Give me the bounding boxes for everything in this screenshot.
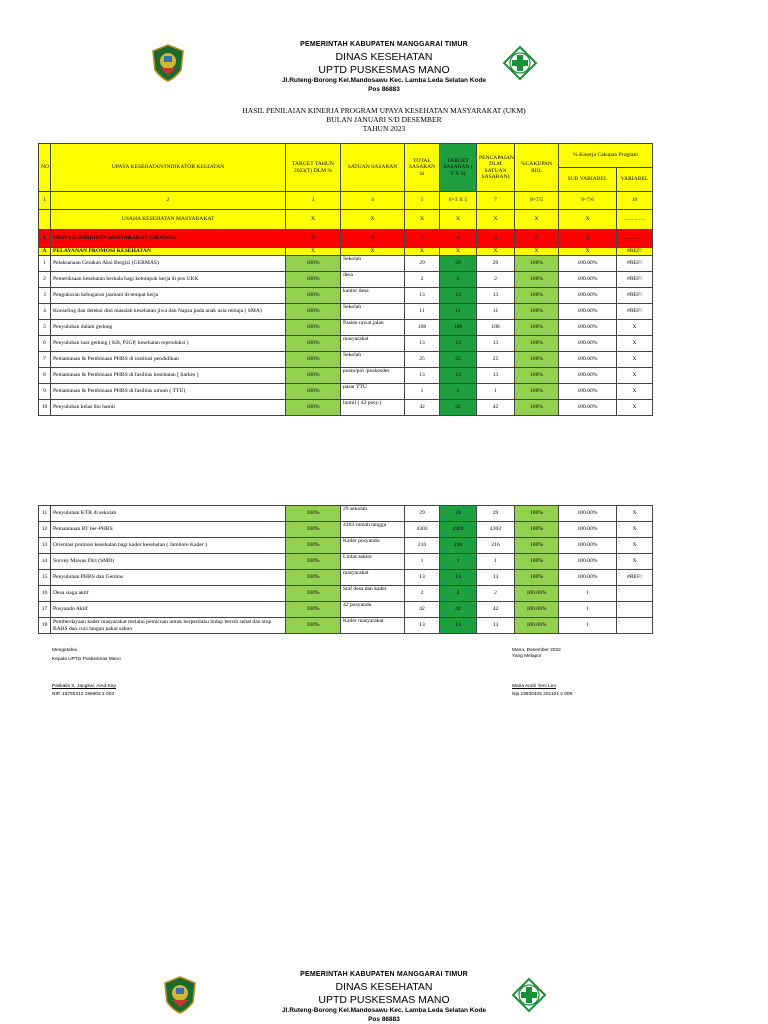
row-total: 2: [405, 272, 440, 288]
row-target: 100%: [286, 538, 341, 554]
row-satuan: Kader masyarakat: [341, 618, 405, 634]
row-pencapaian: 29: [477, 256, 515, 272]
row-pencapaian: 13: [477, 618, 515, 634]
row-indicator: Pengukuran kebugaran jasmani di tempat kerja: [51, 288, 286, 304]
row-indicator: Penyuluhan luar gedung ( KB, P2GP, kesehatan reproduksi ): [51, 336, 286, 352]
report-title-line3: TAHUN 2023: [362, 124, 406, 133]
row-target-sasaran: 25: [440, 352, 477, 368]
row-pencapaian: 42: [477, 400, 515, 416]
row-target: 100%: [286, 256, 341, 272]
report-title-line2: BULAN JANUARI S/D DESEMBER: [326, 115, 442, 124]
row-sub-variabel: 100.00%: [559, 368, 617, 384]
row-cakupan: 100%: [515, 272, 559, 288]
kop-government: PEMERINTAH KABUPATEN MANGGARAI TIMUR: [300, 971, 468, 978]
kop-government: PEMERINTAH KABUPATEN MANGGARAI TIMUR: [300, 41, 468, 48]
row-satuan: kantor desa: [341, 288, 405, 304]
row-cakupan: 100%: [515, 368, 559, 384]
row-indicator: Penyuluhan KTR di sekolah: [51, 506, 286, 522]
num-cell: 2: [51, 192, 286, 210]
row-target-sasaran: 1: [440, 384, 477, 400]
row-target: 100%: [286, 320, 341, 336]
row-no: 2: [39, 272, 51, 288]
table-row: [39, 384, 653, 400]
row-no: 12: [39, 522, 51, 538]
row-total: 1: [405, 554, 440, 570]
row-target: 100%: [286, 586, 341, 602]
signature-left-label: Mengetahui: [52, 648, 78, 653]
table-row: [39, 554, 653, 570]
row-variabel: X: [617, 538, 653, 554]
row-satuan: masyarakat: [341, 570, 405, 586]
signature-left: [52, 648, 252, 697]
row-total: 29: [405, 506, 440, 522]
kop-header-page2: [0, 966, 768, 1024]
row-pencapaian: 25: [477, 352, 515, 368]
row-no: 8: [39, 368, 51, 384]
row-target-sasaran: 29: [440, 506, 477, 522]
row-total: 4303: [405, 522, 440, 538]
row-total: 216: [405, 538, 440, 554]
row-variabel: #REF!: [617, 272, 653, 288]
row-cakupan: 100%: [515, 352, 559, 368]
numbering-row: [39, 192, 653, 210]
row-target: 100%: [286, 506, 341, 522]
signature-left-nip: NIP. 19790412 199903 1 003: [52, 692, 115, 697]
row-sub-variabel: 100.00%: [559, 400, 617, 416]
table-row: [39, 570, 653, 586]
row-cakupan: 100%: [515, 570, 559, 586]
signature-right-name: Maria Andri Yeni Leo: [512, 684, 557, 689]
row-no: 18: [39, 618, 51, 634]
row-no: 10: [39, 400, 51, 416]
row-satuan: pasar TTU: [341, 384, 405, 400]
row-indicator: Pelaksanaan Gerakan Aksi Bergizi (GERMAS): [51, 256, 286, 272]
row-variabel: [617, 602, 653, 618]
row-indicator: Penyuluhan PHBS dan Germas: [51, 570, 286, 586]
section-promosi-label: PELAYANAN PROMOSI KESEHATAN: [51, 248, 286, 256]
row-target-sasaran: 2: [440, 586, 477, 602]
table-row: [39, 522, 653, 538]
row-indicator: Posyandu Aktif: [51, 602, 286, 618]
row-pencapaian: 1: [477, 554, 515, 570]
table-row: [39, 288, 653, 304]
kop-department: DINAS KESEHATAN: [335, 51, 433, 63]
row-pencapaian: 216: [477, 538, 515, 554]
report-title: [0, 106, 768, 133]
row-target-sasaran: 2: [440, 272, 477, 288]
row-target: 100%: [286, 554, 341, 570]
num-cell: 4: [341, 192, 405, 210]
num-cell: 9=7/6: [559, 192, 617, 210]
row-sub-variabel: 1: [559, 618, 617, 634]
row-indicator: Pemeriksaan kesehatan berkala bagi kelompok kerja di pos UKK: [51, 272, 286, 288]
row-pencapaian: 2: [477, 272, 515, 288]
row-target: 100%: [286, 336, 341, 352]
row-cakupan: 100%: [515, 384, 559, 400]
row-variabel: X: [617, 352, 653, 368]
row-target-sasaran: 1: [440, 554, 477, 570]
row-no: 6: [39, 336, 51, 352]
row-variabel: X: [617, 336, 653, 352]
row-target: 100%: [286, 368, 341, 384]
puskesmas-logo-icon: [512, 978, 546, 1012]
signature-right-role: Yang Melapor: [512, 654, 542, 659]
row-cakupan: 100%: [515, 320, 559, 336]
num-cell: 1: [39, 192, 51, 210]
row-indicator: Pemantauan & Pembinaan PHBS di institusi pendidikan: [51, 352, 286, 368]
row-cakupan: 100%: [515, 522, 559, 538]
row-sub-variabel: 100.00%: [559, 256, 617, 272]
ukm-table-page1: [38, 143, 653, 416]
row-cakupan: 100.00%: [515, 618, 559, 634]
row-indicator: Penyuluhan dalam gedung: [51, 320, 286, 336]
row-sub-variabel: 100.00%: [559, 538, 617, 554]
row-pencapaian: 13: [477, 570, 515, 586]
kop-address: Jl.Ruteng-Borong Kel.Mandosawu Kec. Lamba Leda Selatan Kode: [281, 77, 487, 84]
col-header-kinerja: % Kinerja Cakupan Program: [559, 144, 653, 168]
row-total: 42: [405, 602, 440, 618]
row-satuan: masyarakat: [341, 336, 405, 352]
row-cakupan: 100%: [515, 336, 559, 352]
row-total: 13: [405, 336, 440, 352]
row-target-sasaran: 13: [440, 618, 477, 634]
row-sub-variabel: 100.00%: [559, 506, 617, 522]
kop-postcode: Pos 86883: [368, 86, 400, 93]
row-target-sasaran: 216: [440, 538, 477, 554]
row-target-sasaran: 42: [440, 400, 477, 416]
row-target: 100%: [286, 570, 341, 586]
row-indicator: Pemantauan RT ber-PHBS: [51, 522, 286, 538]
row-indicator: Orientasi promosi kesehatan bagi kader kesehatan ( Jambore Kader ): [51, 538, 286, 554]
col-header-sub-variabel: SUB VARIABEL: [559, 168, 617, 192]
table-row: [39, 400, 653, 416]
row-no: 15: [39, 570, 51, 586]
row-pencapaian: 42: [477, 602, 515, 618]
table-row: [39, 320, 653, 336]
row-pencapaian: 13: [477, 336, 515, 352]
num-cell: 3: [286, 192, 341, 210]
row-sub-variabel: 100.00%: [559, 304, 617, 320]
row-target: 100%: [286, 288, 341, 304]
section-usaha-label: USAHA KESEHATAN MASYARAKAT: [51, 210, 286, 230]
row-no: 3: [39, 288, 51, 304]
row-total: 2: [405, 586, 440, 602]
row-no: 1: [39, 256, 51, 272]
row-target-sasaran: 13: [440, 288, 477, 304]
table-header-row: [39, 144, 653, 168]
table-row: [39, 586, 653, 602]
signature-left-name: Paskalis S. Jangkar, Amd.Kep: [52, 684, 116, 689]
row-satuan: 4303 rumah tangga: [341, 522, 405, 538]
row-variabel: #REF!: [617, 288, 653, 304]
row-total: 11: [405, 304, 440, 320]
kop-unit: UPTD PUSKESMAS MANO: [318, 994, 450, 1006]
report-title-line1: HASIL PENILAIAN KINERJA PROGRAM UPAYA KESEHATAN MASYARAKAT (UKM): [242, 106, 526, 115]
row-variabel: X: [617, 320, 653, 336]
row-no: 11: [39, 506, 51, 522]
row-satuan: Sekolah: [341, 256, 405, 272]
row-pencapaian: 108: [477, 320, 515, 336]
signature-right-place: Mano, Desember 2022: [512, 648, 561, 653]
row-sub-variabel: 1: [559, 586, 617, 602]
row-sub-variabel: 100.00%: [559, 320, 617, 336]
row-target-sasaran: 11: [440, 304, 477, 320]
row-target-sasaran: 13: [440, 570, 477, 586]
col-header-pencapaian: PENCAPAIAN DLM SATUAN SASARAN): [477, 144, 515, 192]
table-row: [39, 506, 653, 522]
signature-left-role: Kepala UPTD Puskesmas Mano: [52, 657, 121, 662]
row-total: 1: [405, 384, 440, 400]
row-total: 108: [405, 320, 440, 336]
col-header-variabel: VARIABEL: [617, 168, 653, 192]
kop-department: DINAS KESEHATAN: [335, 981, 433, 993]
row-target-sasaran: 29: [440, 256, 477, 272]
row-no: 14: [39, 554, 51, 570]
row-target: 100%: [286, 384, 341, 400]
row-satuan: bumil ( 42 posy.): [341, 400, 405, 416]
signature-right: [512, 648, 712, 697]
row-total: 42: [405, 400, 440, 416]
col-header-target: TARGET TAHUN 2023(T) DLM %: [286, 144, 341, 192]
table-row: [39, 352, 653, 368]
num-cell: 8=7/5: [515, 192, 559, 210]
row-variabel: X: [617, 368, 653, 384]
row-sub-variabel: 100.00%: [559, 272, 617, 288]
table-row: [39, 368, 653, 384]
row-no: 4: [39, 304, 51, 320]
row-sub-variabel: 1: [559, 602, 617, 618]
col-header-target-sasaran: TARGET SASARAN ( T X S): [440, 144, 477, 192]
row-sub-variabel: 100.00%: [559, 288, 617, 304]
table-row: [39, 602, 653, 618]
row-variabel: [617, 586, 653, 602]
row-total: 13: [405, 570, 440, 586]
row-satuan: Sekolah: [341, 352, 405, 368]
puskesmas-logo-icon: [503, 46, 537, 80]
row-pencapaian: 1: [477, 384, 515, 400]
row-pencapaian: 2: [477, 586, 515, 602]
row-variabel: X: [617, 522, 653, 538]
row-satuan: 29 sekolah: [341, 506, 405, 522]
kop-unit: UPTD PUSKESMAS MANO: [318, 64, 450, 76]
row-indicator: Desa siaga aktif: [51, 586, 286, 602]
row-target-sasaran: 13: [440, 368, 477, 384]
row-variabel: #REF!: [617, 570, 653, 586]
row-indicator: Konseling dan deteksi dini masalah kesehatan jiwa dan Napza pada anak usia remaja ( SMA): [51, 304, 286, 320]
row-cakupan: 100%: [515, 554, 559, 570]
row-target: 100%: [286, 352, 341, 368]
row-satuan: Sekolah: [341, 304, 405, 320]
row-total: 13: [405, 618, 440, 634]
row-target-sasaran: 108: [440, 320, 477, 336]
section-usaha-row: USAHA KESEHATAN MASYARAKAT X X X X X X X ................: [39, 210, 653, 230]
row-target: 100%: [286, 618, 341, 634]
row-target-sasaran: 4303: [440, 522, 477, 538]
row-no: 5: [39, 320, 51, 336]
num-cell: 7: [477, 192, 515, 210]
row-cakupan: 100%: [515, 400, 559, 416]
row-sub-variabel: 100.00%: [559, 336, 617, 352]
row-sub-variabel: 100.00%: [559, 522, 617, 538]
row-variabel: X: [617, 400, 653, 416]
row-variabel: X: [617, 506, 653, 522]
row-target-sasaran: 13: [440, 336, 477, 352]
row-target-sasaran: 42: [440, 602, 477, 618]
table-row: [39, 336, 653, 352]
row-variabel: [617, 618, 653, 634]
section-promosi-row: A PELAYANAN PROMOSI KESEHATAN X X X X X X X #REF!: [39, 248, 653, 256]
row-no: 17: [39, 602, 51, 618]
row-pencapaian: 29: [477, 506, 515, 522]
row-variabel: #REF!: [617, 304, 653, 320]
regency-emblem-icon: [151, 44, 185, 82]
row-sub-variabel: 100.00%: [559, 570, 617, 586]
row-no: 13: [39, 538, 51, 554]
row-cakupan: 100%: [515, 288, 559, 304]
kop-address: Jl.Ruteng-Borong Kel.Mandosawu Kec. Lamba Leda Selatan Kode: [281, 1007, 487, 1014]
row-no: 9: [39, 384, 51, 400]
row-cakupan: 100.00%: [515, 586, 559, 602]
num-cell: 6=3 X 5: [440, 192, 477, 210]
row-total: 29: [405, 256, 440, 272]
col-header-satuan: SATUAN SASARAN: [341, 144, 405, 192]
row-no: 7: [39, 352, 51, 368]
row-target: 100%: [286, 602, 341, 618]
row-satuan: Kader posyandu: [341, 538, 405, 554]
col-header-upaya: UPAYA KESEHATAN/INDIKATOR KEGIATAN: [51, 144, 286, 192]
row-cakupan: 100%: [515, 304, 559, 320]
section-esensial-label: UPAYA KESEHATAN MASYARAKAT ESENSIAL: [51, 230, 286, 248]
row-target: 100%: [286, 304, 341, 320]
row-variabel: X: [617, 384, 653, 400]
row-satuan: pustu/pol /poskesdes: [341, 368, 405, 384]
row-variabel: X: [617, 554, 653, 570]
row-target: 100%: [286, 272, 341, 288]
row-pencapaian: 13: [477, 288, 515, 304]
row-variabel: #REF!: [617, 256, 653, 272]
table-row: [39, 256, 653, 272]
num-cell: 10: [617, 192, 653, 210]
row-sub-variabel: 100.00%: [559, 352, 617, 368]
row-satuan: 42 posyandu: [341, 602, 405, 618]
row-sub-variabel: 100.00%: [559, 554, 617, 570]
row-sub-variabel: 100.00%: [559, 384, 617, 400]
ukm-table-page2: [38, 505, 653, 634]
row-pencapaian: 4303: [477, 522, 515, 538]
regency-emblem-icon: [163, 976, 197, 1014]
col-header-no: NO: [39, 144, 51, 192]
row-pencapaian: 11: [477, 304, 515, 320]
table-row: [39, 618, 653, 634]
row-satuan: desa: [341, 272, 405, 288]
row-satuan: Pasien rawat jalan: [341, 320, 405, 336]
section-esensial-row: I UPAYA KESEHATAN MASYARAKAT ESENSIAL X X X X X X X ................: [39, 230, 653, 248]
row-cakupan: 100%: [515, 256, 559, 272]
row-total: 13: [405, 288, 440, 304]
row-satuan: Staf desa dan kader: [341, 586, 405, 602]
row-cakupan: 100.00%: [515, 602, 559, 618]
row-pencapaian: 13: [477, 368, 515, 384]
row-indicator: Penyuluhan kelas ibu hamil: [51, 400, 286, 416]
num-cell: 5: [405, 192, 440, 210]
row-target: 100%: [286, 400, 341, 416]
row-target: 100%: [286, 522, 341, 538]
col-header-cakupan: %CAKUPAN RIIL: [515, 144, 559, 192]
row-cakupan: 100%: [515, 538, 559, 554]
row-cakupan: 100%: [515, 506, 559, 522]
row-satuan: Lintas sektor: [341, 554, 405, 570]
row-total: 25: [405, 352, 440, 368]
row-indicator: Survey Mawas Diri (SMD): [51, 554, 286, 570]
row-total: 13: [405, 368, 440, 384]
signature-right-nip: Nip.19830405 201101 2 009: [512, 692, 573, 697]
col-header-total: TOTAL SASARAN Si: [405, 144, 440, 192]
row-indicator: Pemantauan & Pembinaan PHBS di fasilitas umum ( TTU): [51, 384, 286, 400]
table-row: [39, 272, 653, 288]
row-indicator: Pemberdayaan kader masyarakat melalui pemicuan untuk berperilaku hidup bersih sehat dan stop BABS dan cuci tangan pakai sabun: [51, 618, 286, 634]
table-row: [39, 304, 653, 320]
row-indicator: Pemantauan & Pembinaan PHBS di fasilitas kesehatan [ Sarkes ]: [51, 368, 286, 384]
kop-header: [0, 36, 768, 96]
kop-postcode: Pos 86883: [368, 1016, 400, 1023]
row-no: 16: [39, 586, 51, 602]
table-row: [39, 538, 653, 554]
